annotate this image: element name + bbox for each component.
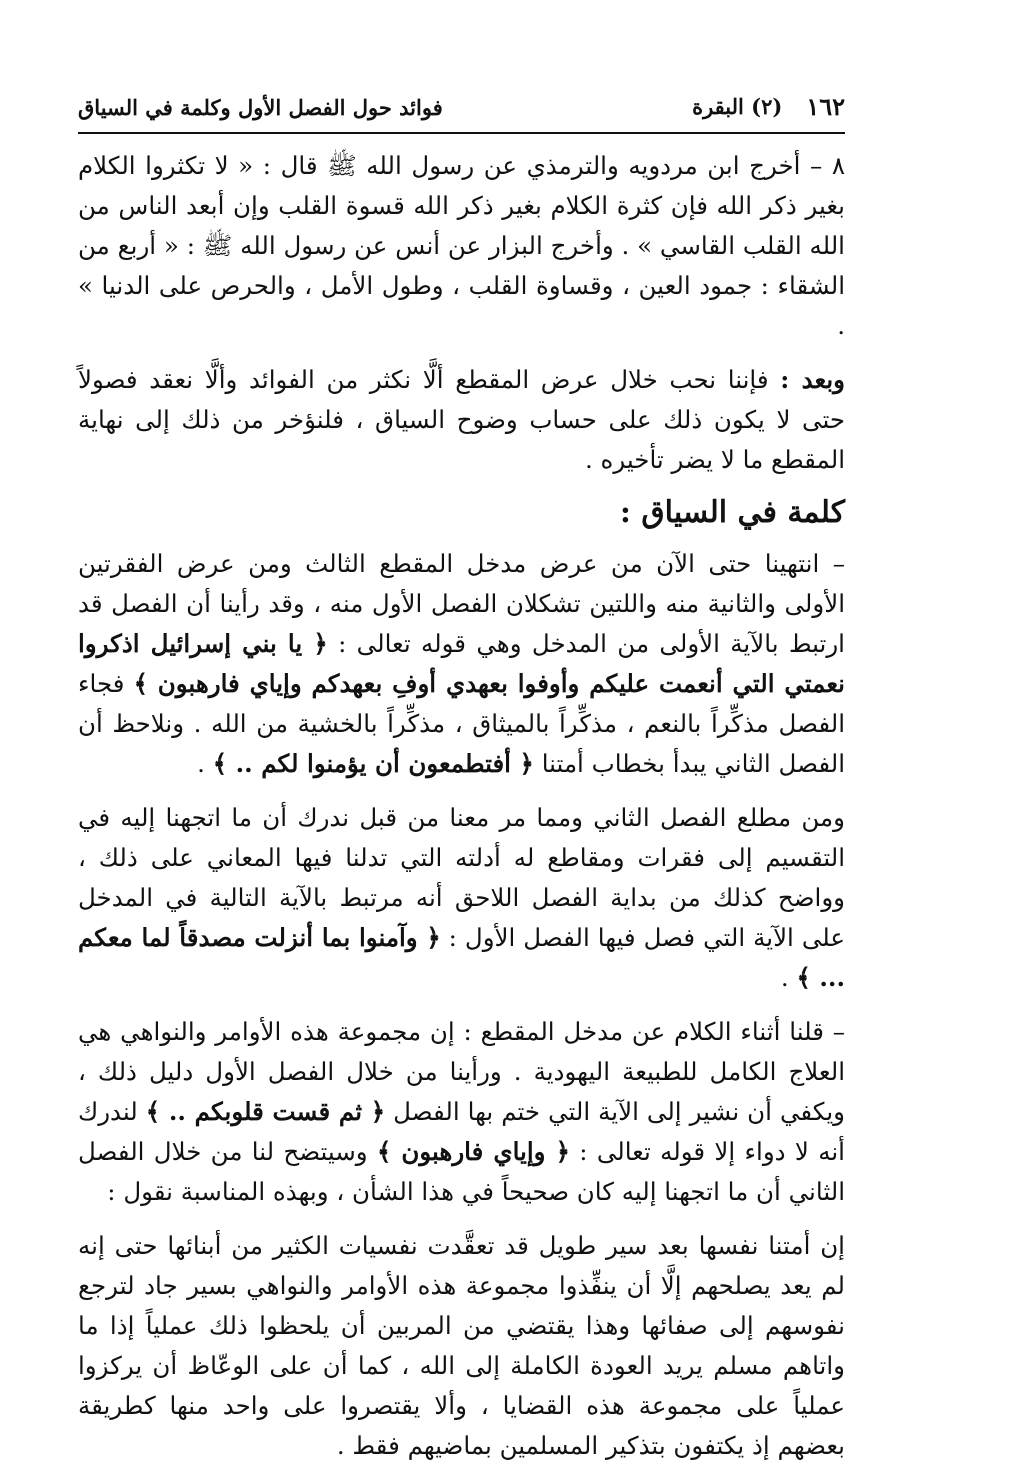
paragraph-conclusion-text: إن أمتنا نفسها بعد سير طويل قد تعقَّدت نفسيات الكثير من أبنائها حتى إنه لم يعد يصلحهم إلَّا أن ينفِّذوا مجموعة هذه الأوامر والنواهي بسير جاد لترجع نفوسهم إلى صفائها وهذا يقتضي من المربين أن يلحظوا ذلك عملياً إذا ما واتاهم مسلم يريد العودة الكاملة إلى الله ، كما أن على الوعّاظ أن يركزوا عملياً على مجموعة هذه القضايا ، وألا يقتصروا على واحد منها كطريقة بعضهم إذ يكتفون بتذكير المسلمين بماضيهم فقط . xyxy=(78,1231,845,1460)
quran-quote: ﴿ ثم قست قلوبكم .. ﴾ xyxy=(145,1097,386,1126)
running-header xyxy=(78,92,845,130)
header-rule xyxy=(78,132,845,134)
context-1-part-2: فجاء الفصل مذكِّراً بالنعم ، مذكِّراً بالميثاق ، مذكِّراً بالخشية من الله . ونلاحظ أن الفصل الثاني يبدأ بخطاب أمتنا xyxy=(78,669,845,778)
context-1-part-1: – انتهينا حتى الآن من عرض مدخل المقطع الثالث ومن عرض الفقرتين الأولى والثانية منه واللتين تشكلان الفصل الأول منه ، وقد رأينا أن الفصل قد ارتبط بالآية الأولى من المدخل وهي قوله تعالى : xyxy=(78,549,845,658)
paragraph-context-2 xyxy=(78,798,845,998)
context-1-part-3: . xyxy=(197,749,205,778)
page-number: ١٦٢ xyxy=(806,92,845,121)
context-3-part-2: لندرك أنه لا دواء إلا قوله تعالى : xyxy=(78,1097,845,1166)
quran-quote: ﴿ يا بني إسرائيل اذكروا نعمتي التي أنعمت عليكم وأوفوا بعهدي أوفِ بعهدكم وإياي فارهبون ﴾ xyxy=(78,629,845,698)
header-title: فوائد حول الفصل الأول وكلمة في السياق xyxy=(78,95,443,120)
book-page xyxy=(78,92,845,1480)
lead-word: وبعد : xyxy=(780,365,845,394)
paragraph-intro-text xyxy=(78,360,845,480)
paragraph-context-3 xyxy=(78,1012,845,1212)
paragraph-intro xyxy=(78,360,845,480)
intro-body: فإننا نحب خلال عرض المقطع ألَّا نكثر من الفوائد وألَّا نعقد فصولاً حتى لا يكون ذلك على حساب وضوح السياق ، فلنؤخر من ذلك إلى نهاية المقطع ما لا يضر تأخيره . xyxy=(78,365,845,474)
paragraph-context-1 xyxy=(78,544,845,784)
section-heading: كلمة في السياق : xyxy=(619,495,845,530)
paragraph-hadith xyxy=(78,146,845,346)
paragraph-context-1-text xyxy=(78,544,845,784)
paragraph-conclusion xyxy=(78,1226,845,1466)
quran-quote: ﴿ أفتطمعون أن يؤمنوا لكم .. ﴾ xyxy=(212,749,534,778)
quran-quote: ﴿ وإياي فارهبون ﴾ xyxy=(376,1137,570,1166)
context-3-part-1: – قلنا أثناء الكلام عن مدخل المقطع : إن مجموعة هذه الأوامر والنواهي هي العلاج الكامل للطبيعة اليهودية . ورأينا من خلال الفصل الأول دليل ذلك ، ويكفي أن نشير إلى الآية التي ختم بها الفصل xyxy=(78,1017,845,1126)
quran-quote: ﴿ وآمنوا بما أنزلت مصدقاً لما معكم ... ﴾ xyxy=(78,923,845,992)
paragraph-hadith-text: ٨ – أخرج ابن مردويه والترمذي عن رسول الله ﷺ قال : « لا تكثروا الكلام بغير ذكر الله فإن كثرة الكلام بغير ذكر الله قسوة القلب وإن أبعد الناس من الله القلب القاسي » . وأخرج البزار عن أنس عن رسول الله ﷺ : « أربع من الشقاء : جمود العين ، وقساوة القلب ، وطول الأمل ، والحرص على الدنيا » . xyxy=(78,151,845,340)
paragraph-context-3-text xyxy=(78,1012,845,1212)
context-2-part-2: . xyxy=(780,963,789,992)
header-right xyxy=(692,92,845,122)
surah-label: (٢) البقرة xyxy=(692,94,783,119)
context-3-part-3: وسيتضح لنا من خلال الفصل الثاني أن ما اتجهنا إليه كان صحيحاً في هذا الشأن ، وبهذه المناسبة نقول : xyxy=(78,1137,845,1206)
paragraph-context-2-text xyxy=(78,798,845,998)
context-2-part-1: ومن مطلع الفصل الثاني ومما مر معنا من قبل ندرك أن ما اتجهنا إليه في التقسيم إلى فقرات ومقاطع له أدلته التي تدلنا فيها المعاني على ذلك ، وواضح كذلك من بداية الفصل اللاحق أنه مرتبط بالآية التالية في المدخل على الآية التي فصل فيها الفصل الأول : xyxy=(78,803,845,952)
